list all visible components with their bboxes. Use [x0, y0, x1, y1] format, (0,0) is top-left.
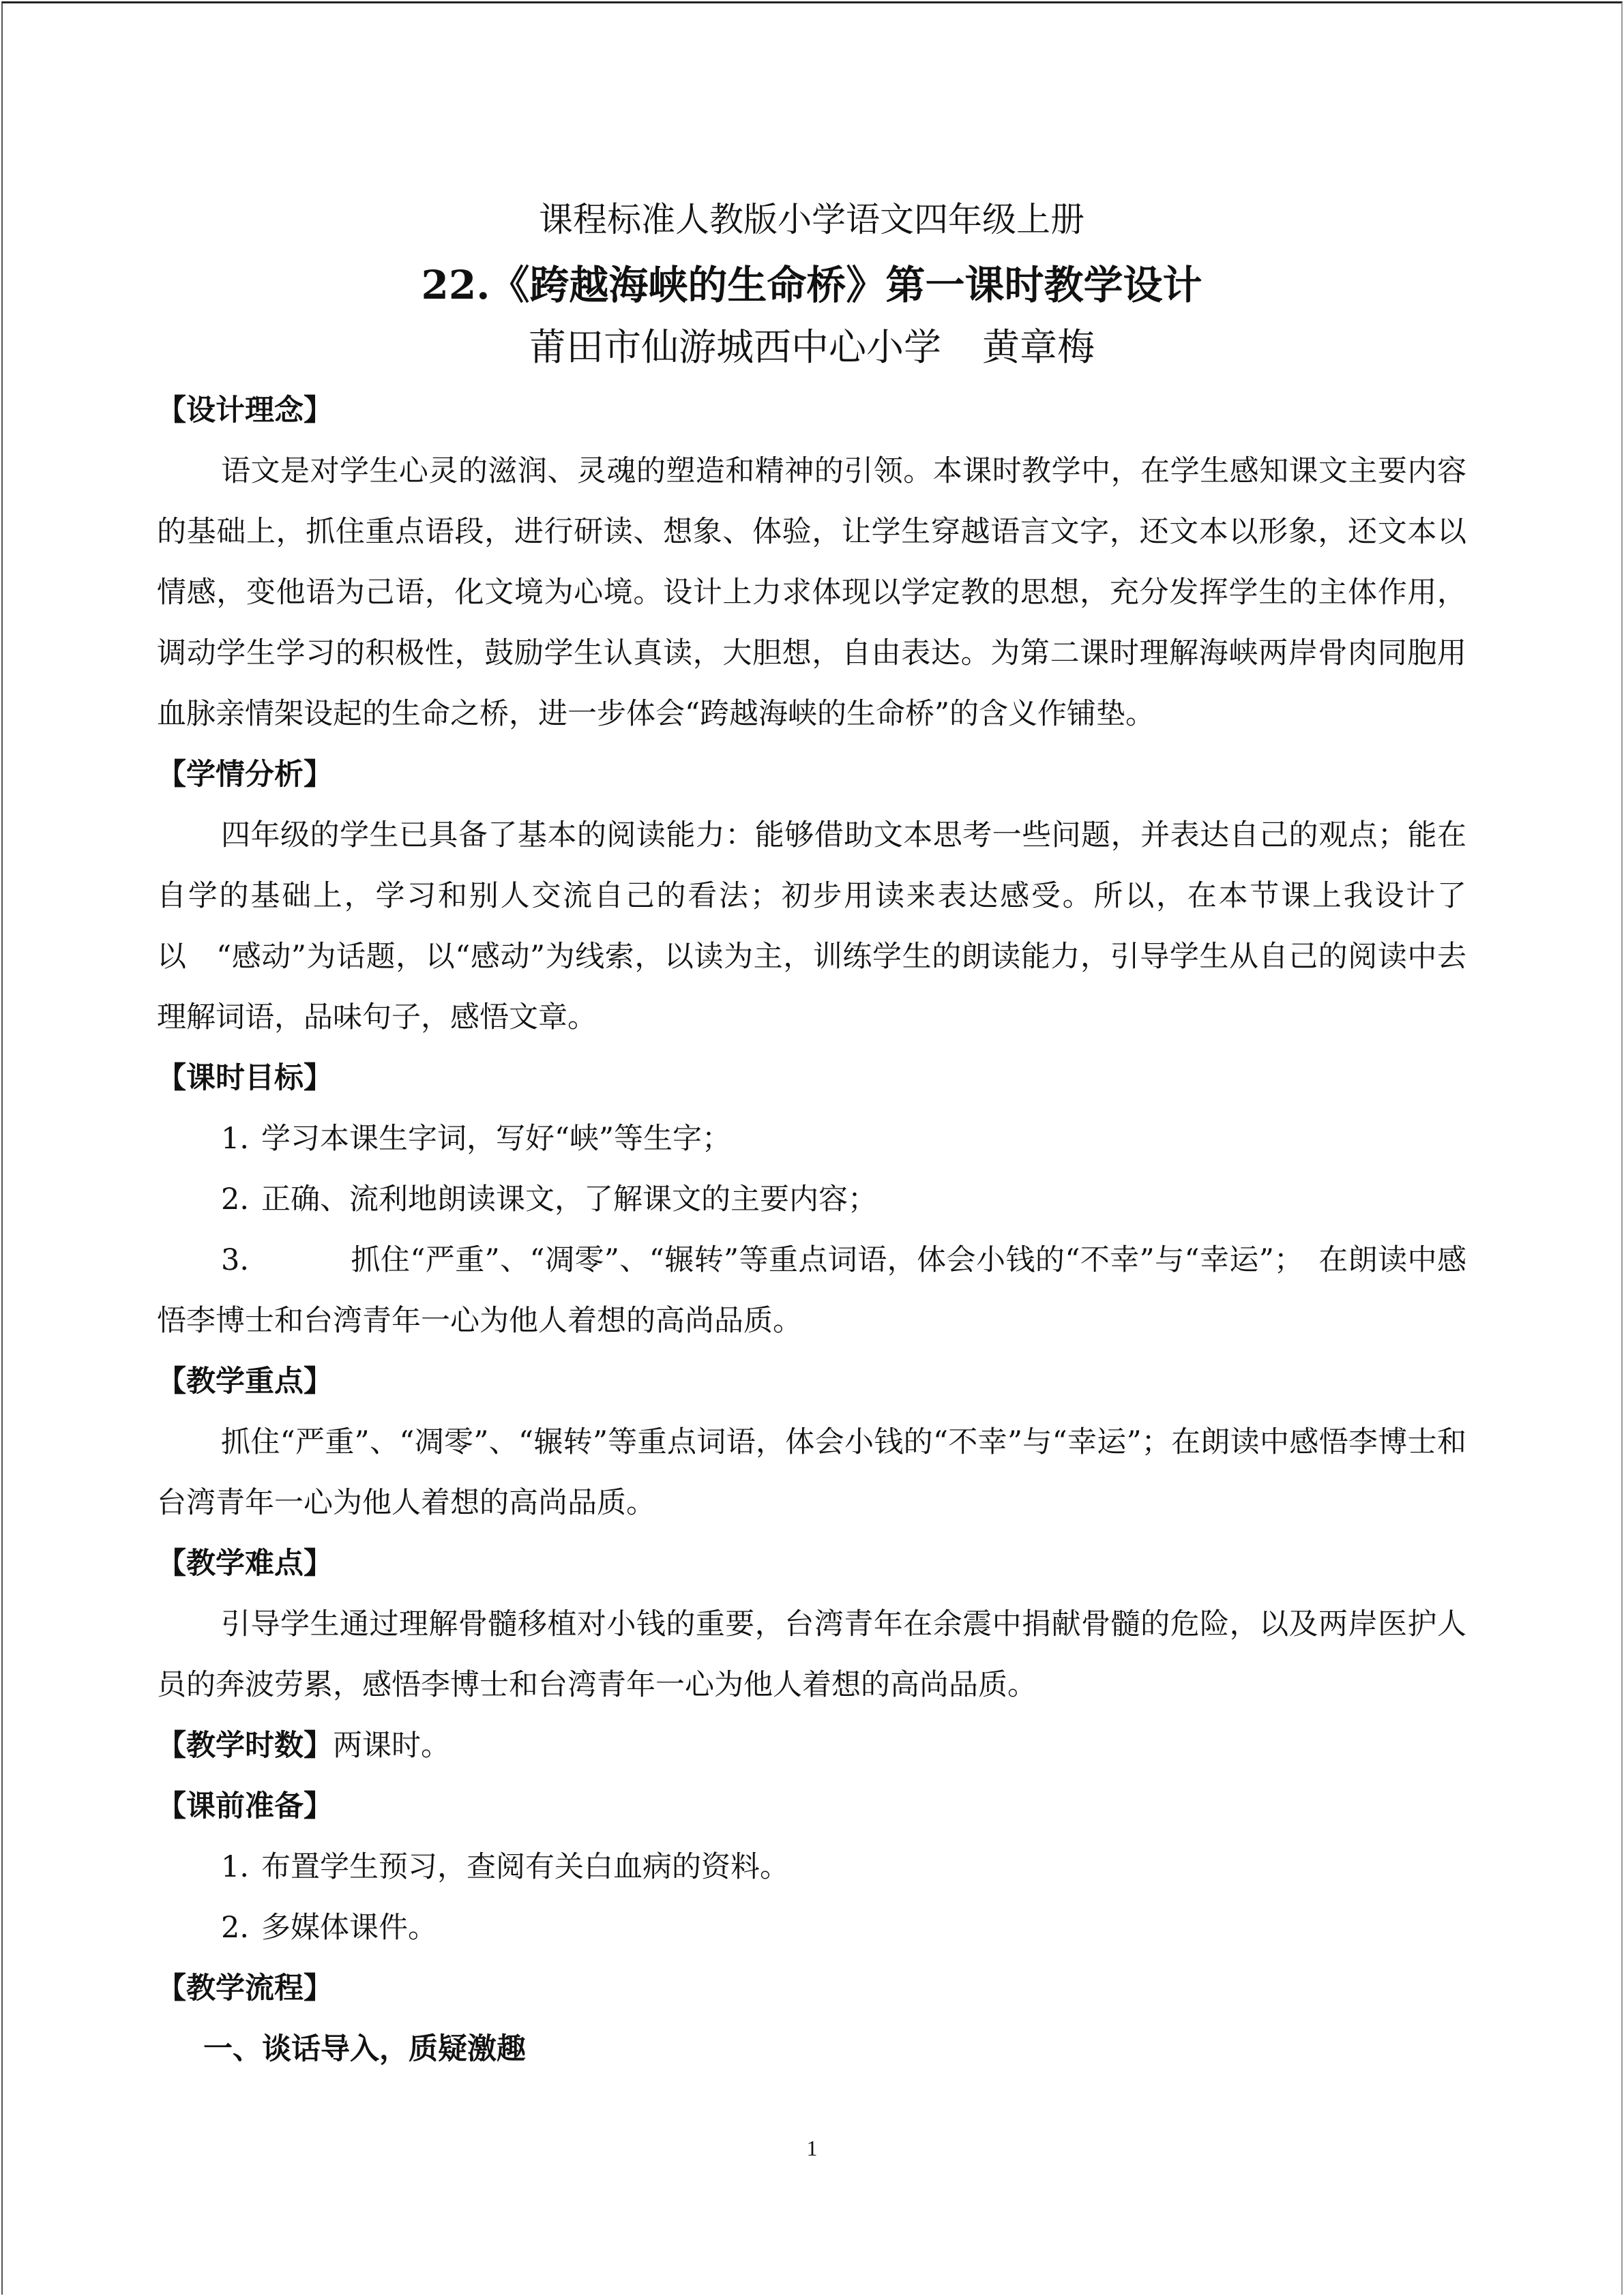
- textbook-series: 课程标准人教版小学语文四年级上册: [539, 200, 1084, 239]
- difficulties-heading: 【教学难点】: [157, 1547, 333, 1581]
- hours-text: 两课时。: [333, 1729, 450, 1763]
- learner-analysis-heading: 【学情分析】: [157, 758, 333, 792]
- preparation-item: [157, 1837, 1466, 1898]
- flow-step-1: 一、谈话导入，质疑激趣: [203, 2032, 526, 2066]
- key-points-text: 抓住“严重”、“凋零”、“辗转”等重点词语，体会小钱的“不幸”与“幸运”；在朗读中感悟李博士和台湾青年一心为他人着想的高尚品质。: [157, 1425, 1466, 1520]
- difficulties-text: 引导学生通过理解骨髓移植对小钱的重要，台湾青年在余震中捐献骨髓的危险，以及两岸医护人员的奔波劳累，感悟李博士和台湾青年一心为他人着想的高尚品质。: [157, 1607, 1466, 1702]
- flow-heading: 【教学流程】: [157, 1971, 333, 2006]
- preparation-item: [157, 1898, 1466, 1958]
- hours-heading: 【教学时数】: [157, 1729, 333, 1763]
- design-concept-heading: 【设计理念】: [157, 393, 333, 428]
- objective-number: 1.: [221, 1122, 250, 1156]
- author-line: [157, 314, 1466, 381]
- objective-text: 学习本课生字词，写好“峡”等生字；: [261, 1122, 731, 1156]
- preparation-heading: 【课前准备】: [157, 1789, 333, 1823]
- school-name: 莆田市仙游城西中心小学: [528, 325, 941, 369]
- hours-line: [157, 1716, 1466, 1776]
- objective-item: [157, 1109, 1466, 1169]
- preparation-text: 多媒体课件。: [261, 1911, 438, 1945]
- key-points-heading: 【教学重点】: [157, 1365, 333, 1399]
- design-concept-text: 语文是对学生心灵的滋润、灵魂的塑造和精神的引领。本课时教学中，在学生感知课文主要内容的基础上，抓住重点语段，进行研读、想象、体验，让学生穿越语言文字，还文本以形象，还文本以情感，变他语为己语，化文境为心境。设计上力求体现以学定教的思想，充分发挥学生的主体作用，调动学生学习的积极性，鼓励学生认真读，大胆想，自由表达。为第二课时理解海峡两岸骨肉同胞用血脉亲情架设起的生命之桥，进一步体会“跨越海峡的生命桥”的含义作铺垫。: [157, 454, 1466, 731]
- document-content: [157, 183, 1466, 2080]
- objective-item: [157, 1230, 1466, 1352]
- objective-text: 抓住“严重”、“凋零”、“辗转”等重点词语，体会小钱的“不幸”与“幸运”； 在朗读中感悟李博士和台湾青年一心为他人着想的高尚品质。: [157, 1243, 1466, 1338]
- objective-text: 正确、流利地朗读课文，了解课文的主要内容；: [261, 1182, 878, 1217]
- learner-analysis-text: 四年级的学生已具备了基本的阅读能力：能够借助文本思考一些问题，并表达自己的观点；能在自学的基础上，学习和别人交流自己的看法；初步用读来表达感受。所以，在本节课上我设计了以 “感动”为话题，以“感动”为线索，以读为主，训练学生的朗读能力，引导学生从自己的阅读中去理解词语，品味句子，感悟文章。: [157, 818, 1466, 1034]
- preparation-number: 1.: [221, 1850, 250, 1884]
- preparation-text: 布置学生预习，查阅有关白血病的资料。: [261, 1850, 790, 1884]
- objective-item: [157, 1169, 1466, 1230]
- author-name: 黄章梅: [982, 325, 1095, 369]
- page-number: 1: [806, 2136, 818, 2160]
- objectives-heading: 【课时目标】: [157, 1061, 333, 1095]
- objective-number: 2.: [221, 1182, 250, 1217]
- lesson-title: 22.《跨越海峡的生命桥》第一课时教学设计: [421, 262, 1202, 308]
- preparation-number: 2.: [221, 1911, 250, 1945]
- objective-number: 3.: [221, 1243, 250, 1277]
